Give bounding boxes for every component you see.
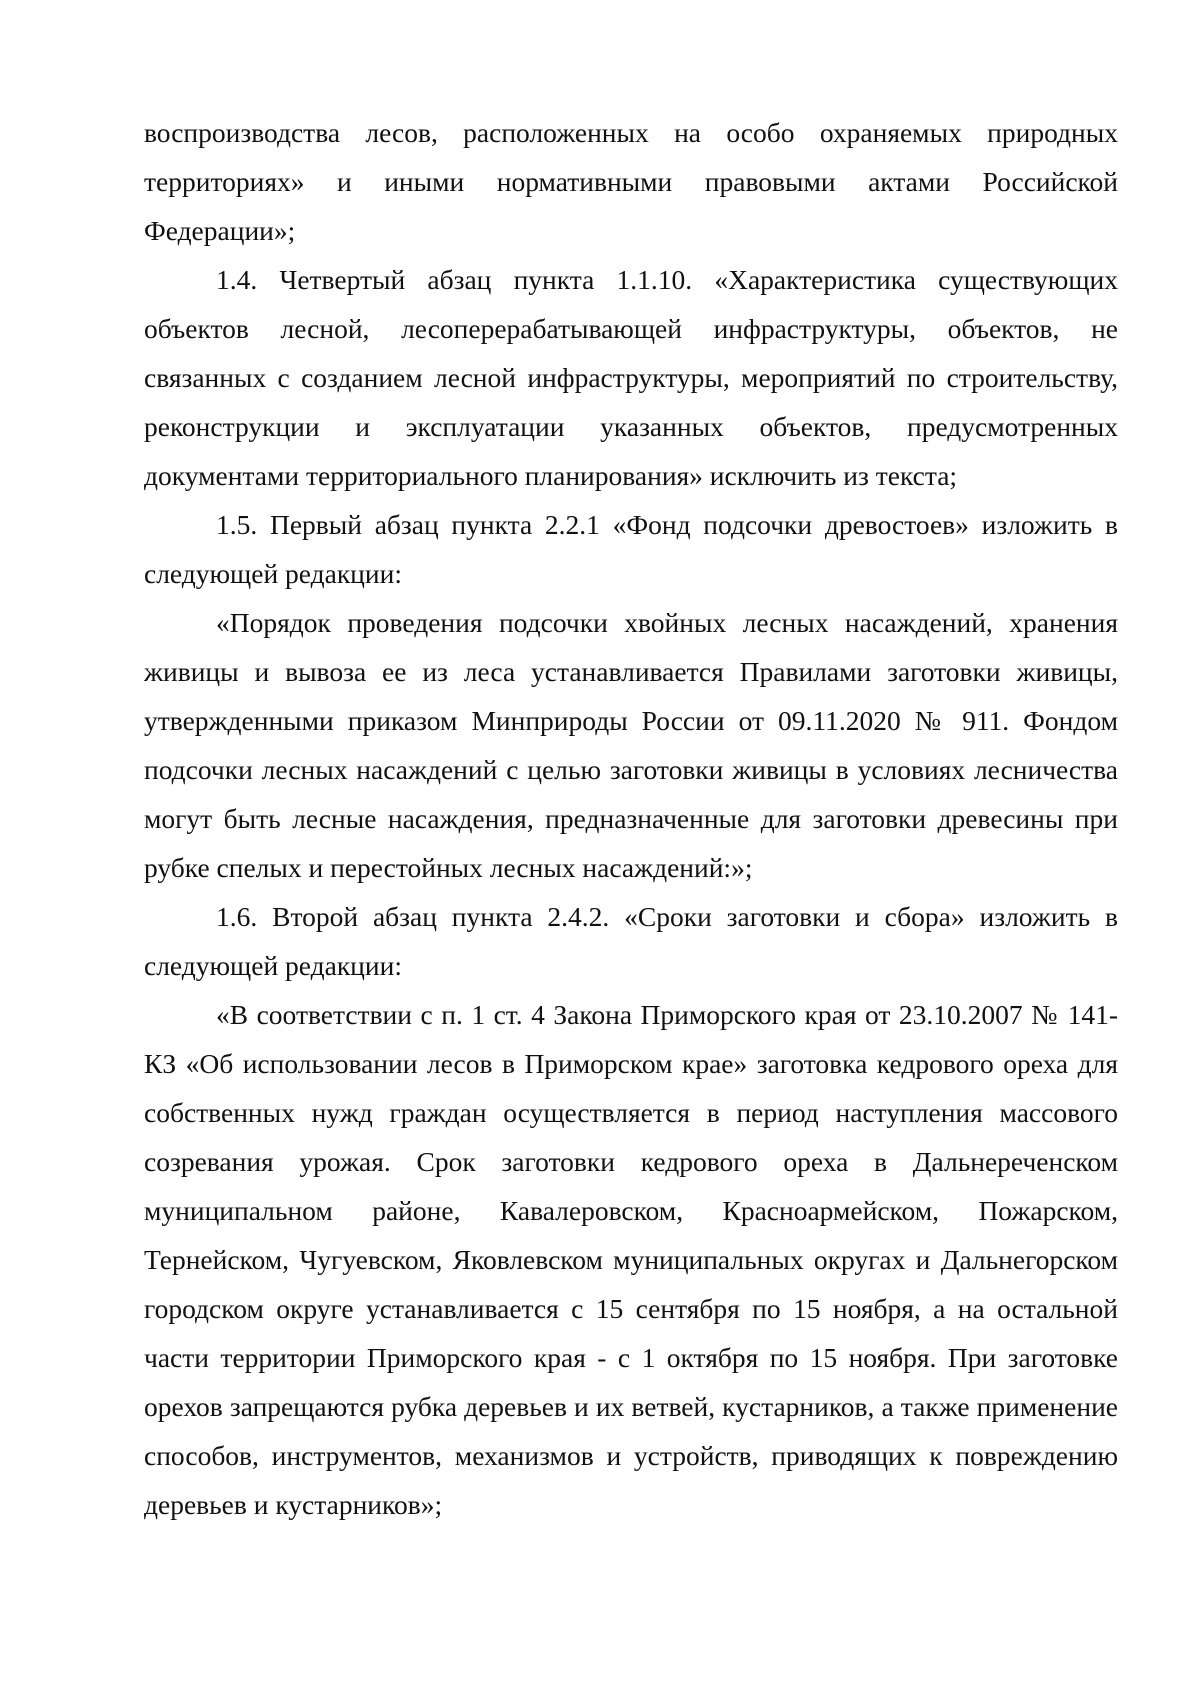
paragraph-quote-1-6: «В соответствии с п. 1 ст. 4 Закона Приморского края от 23.10.2007 № 141-КЗ «Об использовании лесов в Приморском крае» заготовка кедрового ореха для собственных нужд граждан осуществляется в период наступления массового созревания урожая. Срок заготовки кедрового ореха в Дальнереченском муниципальном районе, Кавалеровском, Красноармейском, Пожарском, Тернейском, Чугуевском, Яковлевском муниципальных округах и Дальнегорском городском округе устанавливается с 15 сентября по 15 ноября, а на остальной части территории Приморского края - с 1 октября по 15 ноября. При заготовке орехов запрещаются рубка деревьев и их ветвей, кустарников, а также применение способов, инструментов, механизмов и устройств, приводящих к повреждению деревьев и кустарников»;: [144, 999, 1118, 1520]
document-body: [144, 108, 1118, 1529]
paragraph-item-1-4: 1.4. Четвертый абзац пункта 1.1.10. «Характеристика существующих объектов лесной, лесоперерабатывающей инфраструктуры, объектов, не связанных с созданием лесной инфраструктуры, мероприятий по строительству, реконструкции и эксплуатации указанных объектов, предусмотренных документами территориального планирования» исключить из текста;: [144, 264, 1118, 491]
paragraph-item-1-6: 1.6. Второй абзац пункта 2.4.2. «Сроки заготовки и сбора» изложить в следующей редакции:: [144, 901, 1118, 981]
paragraph-continuation: воспроизводства лесов, расположенных на особо охраняемых природных территориях» и иными нормативными правовыми актами Российской Федерации»;: [144, 117, 1118, 246]
paragraph-quote-1-5: «Порядок проведения подсочки хвойных лесных насаждений, хранения живицы и вывоза ее из леса устанавливается Правилами заготовки живицы, утвержденными приказом Минприроды России от 09.11.2020 № 911. Фондом подсочки лесных насаждений с целью заготовки живицы в условиях лесничества могут быть лесные насаждения, предназначенные для заготовки древесины при рубке спелых и перестойных лесных насаждений:»;: [144, 607, 1118, 883]
paragraph-item-1-5: 1.5. Первый абзац пункта 2.2.1 «Фонд подсочки древостоев» изложить в следующей редакции:: [144, 509, 1118, 589]
